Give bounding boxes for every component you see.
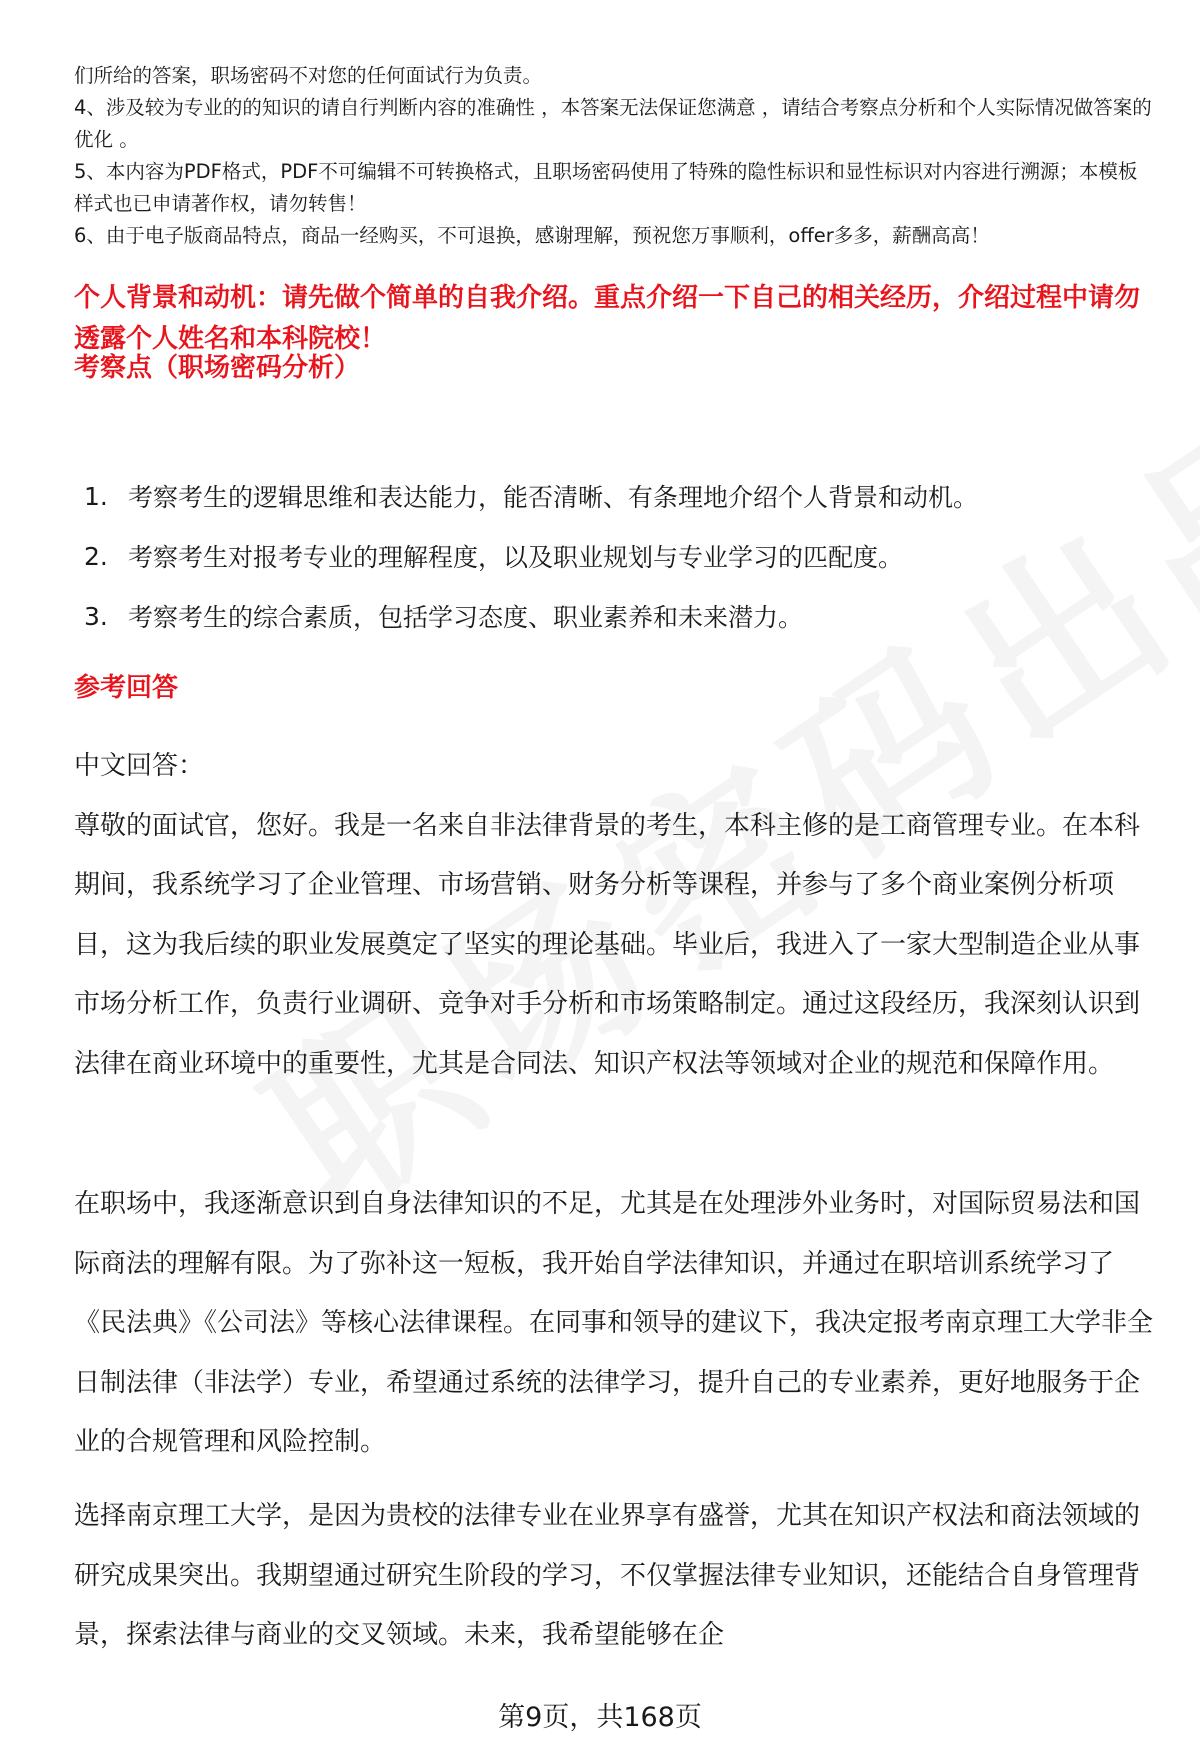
list-item — [84, 466, 1144, 526]
answer-paragraph: 选择南京理工大学，是因为贵校的法律专业在业界享有盛誉，尤其在知识产权法和商法领域的研究成果突出。我期望通过研究生阶段的学习，不仅掌握法律专业知识，还能结合自身管理背景，探索法律与商业的交叉领域。未来，我希望能够在企 — [74, 1501, 1141, 1650]
answer-body-3 — [74, 1487, 1154, 1666]
note-line: 6、由于电子版商品特点，商品一经购买，不可退换，感谢理解，预祝您万事顺利，offer多多，薪酬高高！ — [74, 224, 990, 247]
list-text: 考察考生的逻辑思维和表达能力，能否清晰、有条理地介绍个人背景和动机。 — [128, 483, 979, 512]
answer-body — [74, 737, 1154, 1094]
list-number: 3. — [84, 601, 108, 631]
answer-heading: 参考回答 — [74, 673, 179, 703]
analysis-points — [84, 466, 1144, 646]
note-line: 们所给的答案，职场密码不对您的任何面试行为负责。 — [74, 64, 543, 87]
note-line: 5、本内容为PDF格式，PDF不可编辑不可转换格式，且职场密码使用了特殊的隐性标识和显性标识对内容进行溯源；本模板样式也已申请著作权，请勿转售！ — [74, 160, 1138, 215]
list-text: 考察考生对报考专业的理解程度，以及职业规划与专业学习的匹配度。 — [128, 543, 904, 572]
list-text: 考察考生的综合素质，包括学习态度、职业素养和未来潜力。 — [128, 603, 804, 632]
answer-body-2 — [74, 1175, 1154, 1473]
page-number: 第9页，共168页 — [498, 1702, 702, 1733]
list-number: 2. — [84, 541, 108, 571]
answer-paragraph: 尊敬的面试官，您好。我是一名来自非法律背景的考生，本科主修的是工商管理专业。在本科期间，我系统学习了企业管理、市场营销、财务分析等课程，并参与了多个商业案例分析项目，这为我后续的职业发展奠定了坚实的理论基础。毕业后，我进入了一家大型制造企业从事市场分析工作，负责行业调研、竞争对手分析和市场策略制定。通过这段经历，我深刻认识到法律在商业环境中的重要性，尤其是合同法、知识产权法等领域对企业的规范和保障作用。 — [74, 810, 1141, 1079]
note-line: 4、涉及较为专业的的知识的请自行判断内容的准确性 ，本答案无法保证您满意 ，请结合考察点分析和个人实际情况做答案的优化 。 — [74, 96, 1152, 151]
answer-label: 中文回答： — [74, 751, 205, 781]
list-number: 1. — [84, 481, 108, 511]
analysis-heading: 考察点（职场密码分析） — [74, 353, 361, 383]
list-item — [84, 526, 1144, 586]
notes-section — [74, 60, 1154, 252]
question-heading: 个人背景和动机：请先做个简单的自我介绍。重点介绍一下自己的相关经历，介绍过程中请勿透露个人姓名和本科院校！ — [74, 283, 1141, 354]
list-item — [84, 586, 1144, 646]
answer-paragraph: 在职场中，我逐渐意识到自身法律知识的不足，尤其是在处理涉外业务时，对国际贸易法和国际商法的理解有限。为了弥补这一短板，我开始自学法律知识，并通过在职培训系统学习了《民法典》《公司法》等核心法律课程。在同事和领导的建议下，我决定报考南京理工大学非全日制法律（非法学）专业，希望通过系统的法律学习，提升自己的专业素养，更好地服务于企业的合规管理和风险控制。 — [74, 1189, 1154, 1457]
